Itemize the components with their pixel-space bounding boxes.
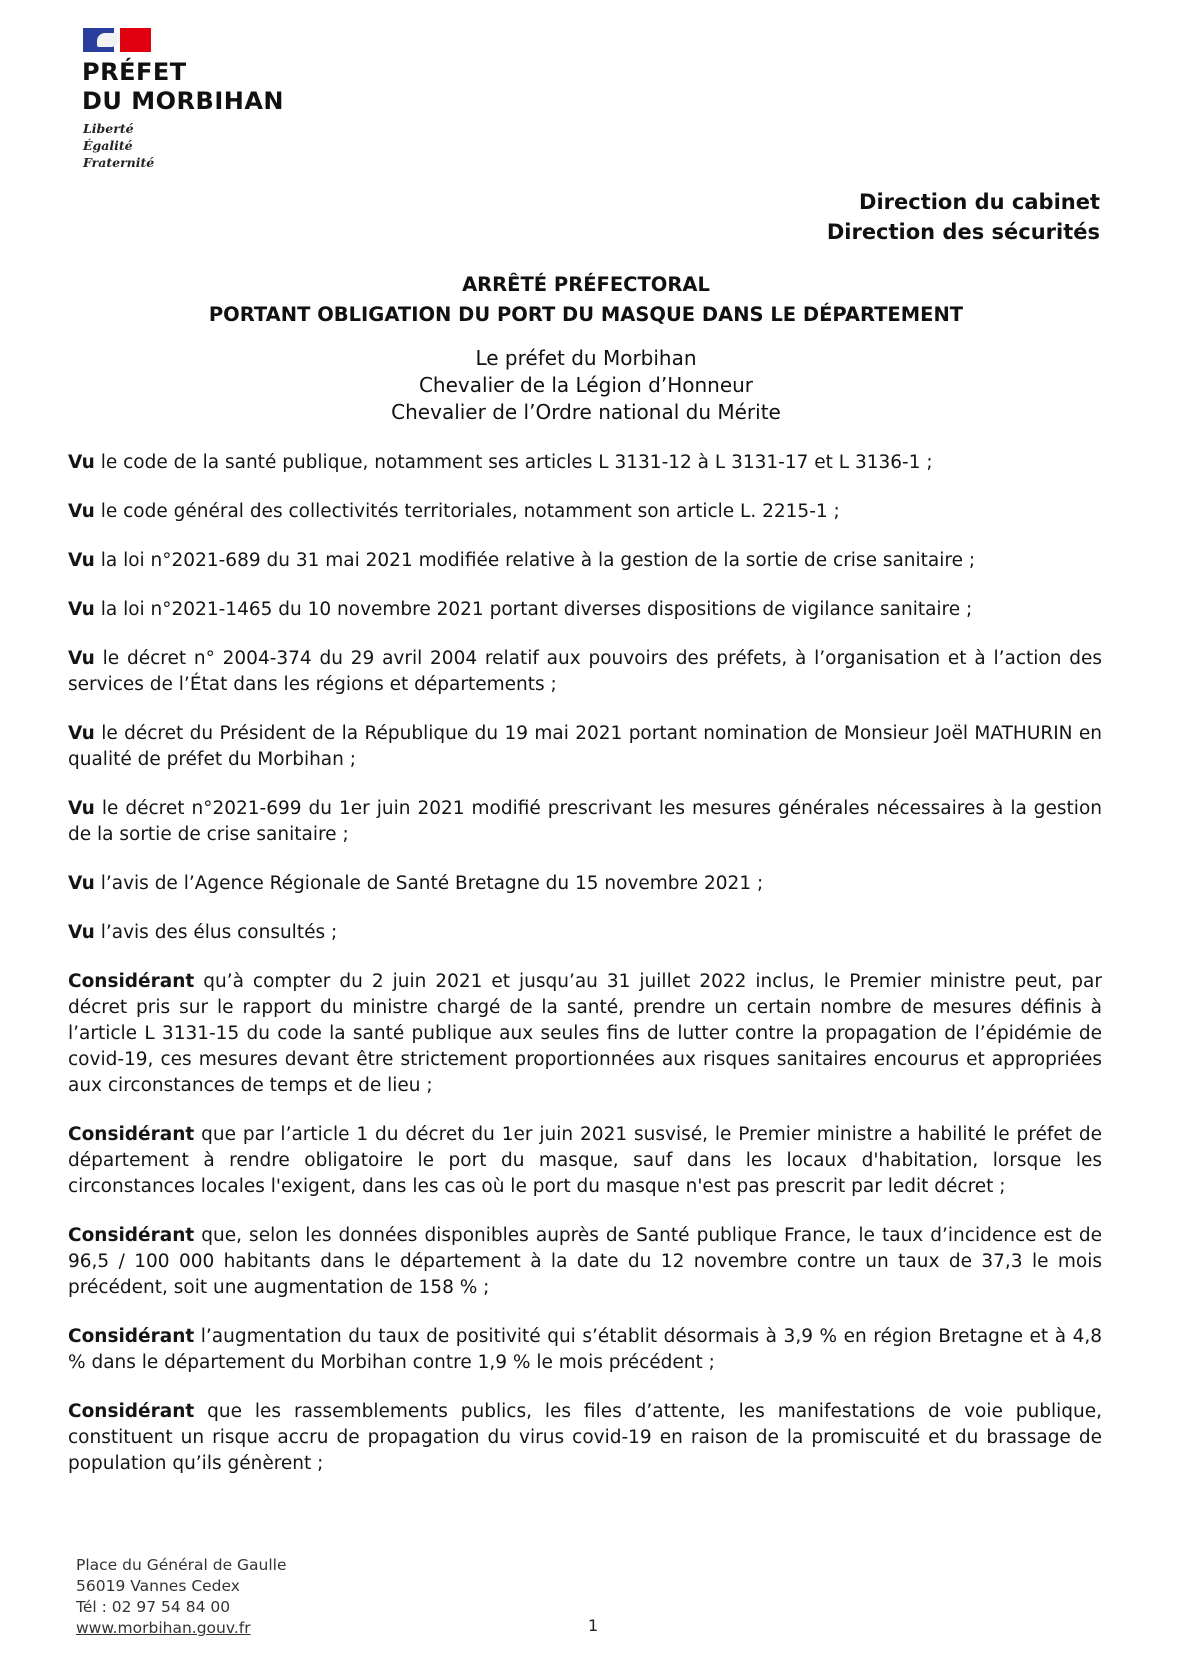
- visa-paragraph: [68, 871, 1102, 897]
- paragraph-keyword: Considérant: [68, 1326, 195, 1347]
- paragraph-keyword: Considérant: [68, 1401, 195, 1422]
- paragraph-keyword: Vu: [68, 648, 95, 669]
- visa-paragraph: [68, 920, 1102, 946]
- direction-line-1: Direction du cabinet: [859, 190, 1100, 214]
- website-link[interactable]: www.morbihan.gouv.fr: [76, 1619, 251, 1637]
- motto-fraternite: Fraternité: [83, 155, 155, 170]
- paragraph-text: le décret n° 2004-374 du 29 avril 2004 relatif aux pouvoirs des préfets, à l’organisation et à l’action des services de l’État dans les régions et départements ;: [68, 648, 1102, 695]
- paragraph-text: l’augmentation du taux de positivité qui s’établit désormais à 3,9 % en région Bretagne et à 4,8 % dans le département du Morbihan contre 1,9 % le mois précédent ;: [68, 1326, 1102, 1373]
- paragraph-keyword: Vu: [68, 550, 95, 571]
- paragraph-text: qu’à compter du 2 juin 2021 et jusqu’au 31 juillet 2022 inclus, le Premier ministre peut, par décret pris sur le rapport du ministre chargé de la santé, prendre un certain nombre de mesures définis à l’article L 3131-15 du code la santé publique aux seules fins de lutter contre la propagation de l’épidémie de covid-19, ces mesures devant être strictement proportionnées aux risques sanitaires encourus et appropriées aux circonstances de temps et de lieu ;: [68, 971, 1102, 1096]
- paragraph-keyword: Vu: [68, 798, 95, 819]
- visa-paragraph: [68, 646, 1102, 698]
- prefet-title: [82, 58, 284, 116]
- republic-motto: [83, 120, 154, 171]
- motto-liberte: Liberté: [83, 121, 134, 136]
- paragraph-text: la loi n°2021-689 du 31 mai 2021 modifiée relative à la gestion de la sortie de crise sanitaire ;: [94, 550, 976, 571]
- paragraph-text: le code de la santé publique, notamment ses articles L 3131-12 à L 3131-17 et L 3136-1 ;: [94, 452, 933, 473]
- marianne-logo: [83, 28, 151, 52]
- paragraph-text: l’avis de l’Agence Régionale de Santé Bretagne du 15 novembre 2021 ;: [94, 873, 764, 894]
- paragraph-text: l’avis des élus consultés ;: [94, 922, 338, 943]
- paragraph-keyword: Vu: [68, 501, 95, 522]
- considerant-paragraph: [68, 969, 1102, 1099]
- paragraph-keyword: Considérant: [68, 1124, 195, 1145]
- paragraph-keyword: Considérant: [68, 971, 195, 992]
- prefet-quality-1: Le préfet du Morbihan: [475, 346, 697, 370]
- paragraph-keyword: Considérant: [68, 1225, 195, 1246]
- paragraph-keyword: Vu: [68, 452, 95, 473]
- paragraph-text: le code général des collectivités territoriales, notamment son article L. 2215-1 ;: [94, 501, 840, 522]
- considerant-paragraph: [68, 1399, 1102, 1477]
- visa-paragraph: [68, 548, 1102, 574]
- visa-paragraph: [68, 721, 1102, 773]
- arrete-title-line-2: PORTANT OBLIGATION DU PORT DU MASQUE DANS LE DÉPARTEMENT: [208, 303, 964, 326]
- prefet-line-1: PRÉFET: [82, 58, 187, 86]
- motto-egalite: Égalité: [83, 138, 133, 153]
- paragraph-keyword: Vu: [68, 873, 95, 894]
- visa-paragraph: [68, 499, 1102, 525]
- arrete-title-line-1: ARRÊTÉ PRÉFECTORAL: [462, 273, 710, 296]
- prefet-quality-2: Chevalier de la Légion d’Honneur: [418, 373, 754, 397]
- address-line-1: Place du Général de Gaulle: [76, 1556, 287, 1574]
- considerant-paragraph: [68, 1324, 1102, 1376]
- paragraph-text: que, selon les données disponibles auprès de Santé publique France, le taux d’incidence est de 96,5 / 100 000 habitants dans le département à la date du 12 novembre contre un taux de 37,3 le mois précédent, soit une augmentation de 158 % ;: [68, 1225, 1102, 1298]
- paragraph-text: que les rassemblements publics, les files d’attente, les manifestations de voie publique, constituent un risque accru de propagation du virus covid-19 en raison de la promiscuité et du brassage de population qu’ils génèrent ;: [68, 1401, 1102, 1474]
- page-number: 1: [588, 1616, 599, 1635]
- visa-paragraph: [68, 597, 1102, 623]
- visa-paragraph: [68, 796, 1102, 848]
- prefet-line-2: DU MORBIHAN: [82, 87, 284, 115]
- prefet-qualities: [60, 345, 1112, 426]
- paragraph-keyword: Vu: [68, 723, 95, 744]
- paragraph-text: le décret du Président de la République du 19 mai 2021 portant nomination de Monsieur Joël MATHURIN en qualité de préfet du Morbihan ;: [68, 723, 1102, 770]
- footer-address: [76, 1555, 287, 1639]
- paragraph-text: le décret n°2021-699 du 1er juin 2021 modifié prescrivant les mesures générales nécessaires à la gestion de la sortie de crise sanitaire ;: [68, 798, 1102, 845]
- arrete-body: [68, 450, 1102, 1500]
- address-phone: Tél : 02 97 54 84 00: [76, 1598, 231, 1616]
- direction-block: [827, 187, 1100, 247]
- arrete-title: [60, 270, 1112, 330]
- considerant-paragraph: [68, 1223, 1102, 1301]
- address-line-2: 56019 Vannes Cedex: [76, 1577, 240, 1595]
- paragraph-keyword: Vu: [68, 922, 95, 943]
- paragraph-keyword: Vu: [68, 599, 95, 620]
- direction-line-2: Direction des sécurités: [826, 220, 1100, 244]
- paragraph-text: la loi n°2021-1465 du 10 novembre 2021 portant diverses dispositions de vigilance sanitaire ;: [94, 599, 973, 620]
- considerant-paragraph: [68, 1122, 1102, 1200]
- paragraph-text: que par l’article 1 du décret du 1er juin 2021 susvisé, le Premier ministre a habilité le préfet de département à rendre obligatoire le port du masque, sauf dans les locaux d'habitation, lorsque les circonstances locales l'exigent, dans les cas où le port du masque n'est pas prescrit par ledit décret ;: [68, 1124, 1102, 1197]
- prefet-quality-3: Chevalier de l’Ordre national du Mérite: [391, 400, 781, 424]
- visa-paragraph: [68, 450, 1102, 476]
